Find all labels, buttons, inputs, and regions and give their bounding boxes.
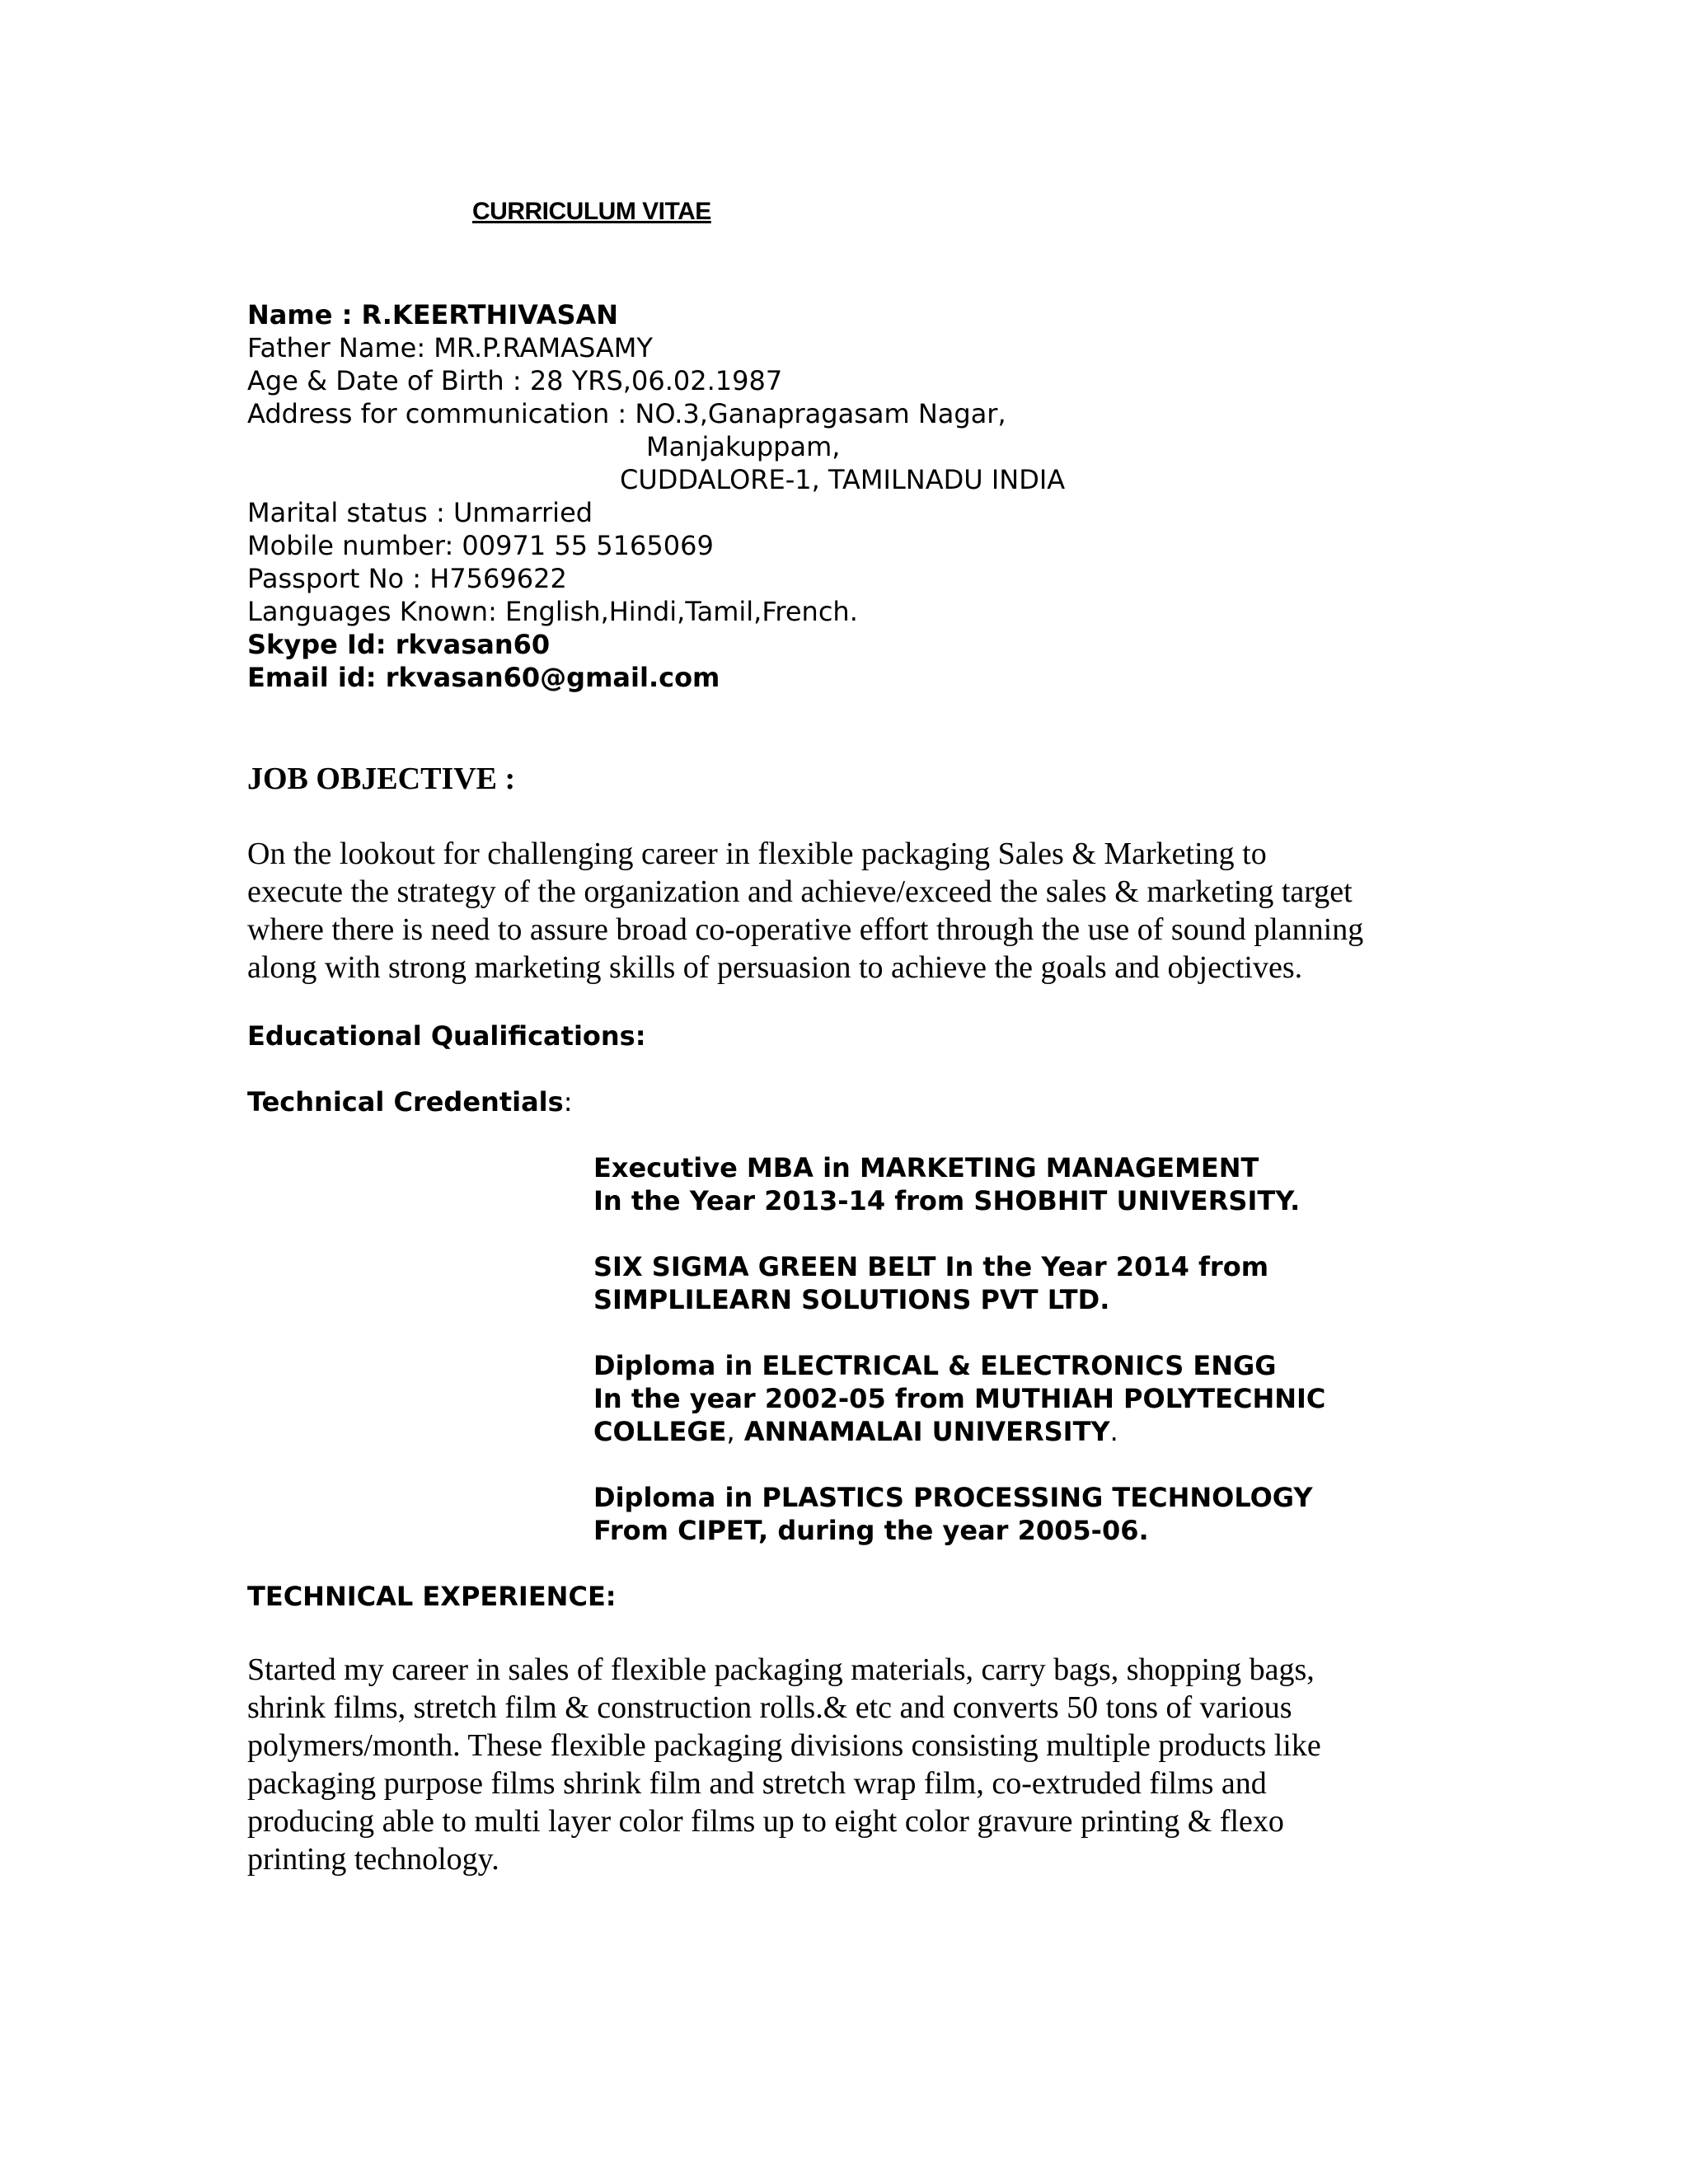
email-line: Email id: rkvasan60@gmail.com xyxy=(247,662,720,693)
age-dob-line: Age & Date of Birth : 28 YRS,06.02.1987 xyxy=(247,365,783,396)
paragraph-line: Started my career in sales of flexible packaging materials, carry bags, shopping bags, xyxy=(247,1652,1315,1687)
address-line-1: Address for communication : NO.3,Ganapragasam Nagar, xyxy=(247,398,1006,429)
paragraph-line: polymers/month. These flexible packaging divisions consisting multiple products like xyxy=(247,1728,1321,1763)
period-text: . xyxy=(1109,1416,1118,1447)
passport-line: Passport No : H7569622 xyxy=(247,563,567,594)
paragraph-line: producing able to multi layer color films up to eight color gravure printing & flexo xyxy=(247,1804,1284,1839)
credential-line: SIMPLILEARN SOLUTIONS PVT LTD. xyxy=(593,1284,1110,1315)
credential-diploma-eee xyxy=(593,1349,1325,1448)
skype-line: Skype Id: rkvasan60 xyxy=(247,629,551,660)
college-text: COLLEGE xyxy=(593,1416,727,1447)
paragraph-line: On the lookout for challenging career in flexible packaging Sales & Marketing to xyxy=(247,837,1267,871)
paragraph-line: execute the strategy of the organization and achieve/exceed the sales & marketing target xyxy=(247,874,1353,909)
technical-credentials-label: Technical Credentials xyxy=(247,1086,564,1118)
document-title: CURRICULUM VITAE xyxy=(472,198,711,225)
technical-credentials-colon: : xyxy=(563,1086,573,1118)
credential-line: Executive MBA in MARKETING MANAGEMENT xyxy=(593,1152,1259,1183)
credential-six-sigma xyxy=(593,1250,1268,1316)
paragraph-line: where there is need to assure broad co-operative effort through the use of sound planning xyxy=(247,912,1364,947)
paragraph-line: along with strong marketing skills of persuasion to achieve the goals and objectives. xyxy=(247,950,1303,985)
credential-mba xyxy=(593,1151,1300,1217)
job-objective-paragraph xyxy=(247,835,1451,987)
marital-status-line: Marital status : Unmarried xyxy=(247,497,593,528)
comma-text: , xyxy=(726,1416,735,1447)
credential-diploma-plastics xyxy=(593,1481,1313,1547)
credential-line: Diploma in ELECTRICAL & ELECTRONICS ENGG xyxy=(593,1350,1277,1381)
name-line: Name : R.KEERTHIVASAN xyxy=(247,299,619,330)
credential-line: Diploma in PLASTICS PROCESSING TECHNOLOGY xyxy=(593,1482,1313,1513)
address-line-3: CUDDALORE-1, TAMILNADU INDIA xyxy=(620,464,1066,495)
paragraph-line: packaging purpose films shrink film and stretch wrap film, co-extruded films and xyxy=(247,1766,1267,1801)
technical-credentials-heading xyxy=(247,1085,572,1118)
credential-line: In the Year 2013-14 from SHOBHIT UNIVERSITY. xyxy=(593,1185,1301,1216)
education-heading: Educational Qualifications: xyxy=(247,1020,646,1052)
address-line-2: Manjakuppam, xyxy=(646,431,841,462)
university-text: ANNAMALAI UNIVERSITY xyxy=(734,1416,1110,1447)
credential-line: In the year 2002-05 from MUTHIAH POLYTECHNIC xyxy=(593,1383,1326,1414)
languages-line: Languages Known: English,Hindi,Tamil,French. xyxy=(247,596,858,627)
father-name-line: Father Name: MR.P.RAMASAMY xyxy=(247,332,653,363)
paragraph-line: printing technology. xyxy=(247,1842,499,1877)
mobile-line: Mobile number: 00971 55 5165069 xyxy=(247,530,714,561)
paragraph-line: shrink films, stretch film & construction rolls.& etc and converts 50 tons of various xyxy=(247,1690,1292,1725)
technical-experience-paragraph xyxy=(247,1651,1451,1878)
credential-line: From CIPET, during the year 2005-06. xyxy=(593,1515,1149,1546)
job-objective-heading: JOB OBJECTIVE : xyxy=(247,762,516,796)
credential-line xyxy=(593,1415,1325,1448)
technical-experience-heading: TECHNICAL EXPERIENCE: xyxy=(247,1581,617,1612)
credential-line: SIX SIGMA GREEN BELT In the Year 2014 from xyxy=(593,1251,1269,1282)
